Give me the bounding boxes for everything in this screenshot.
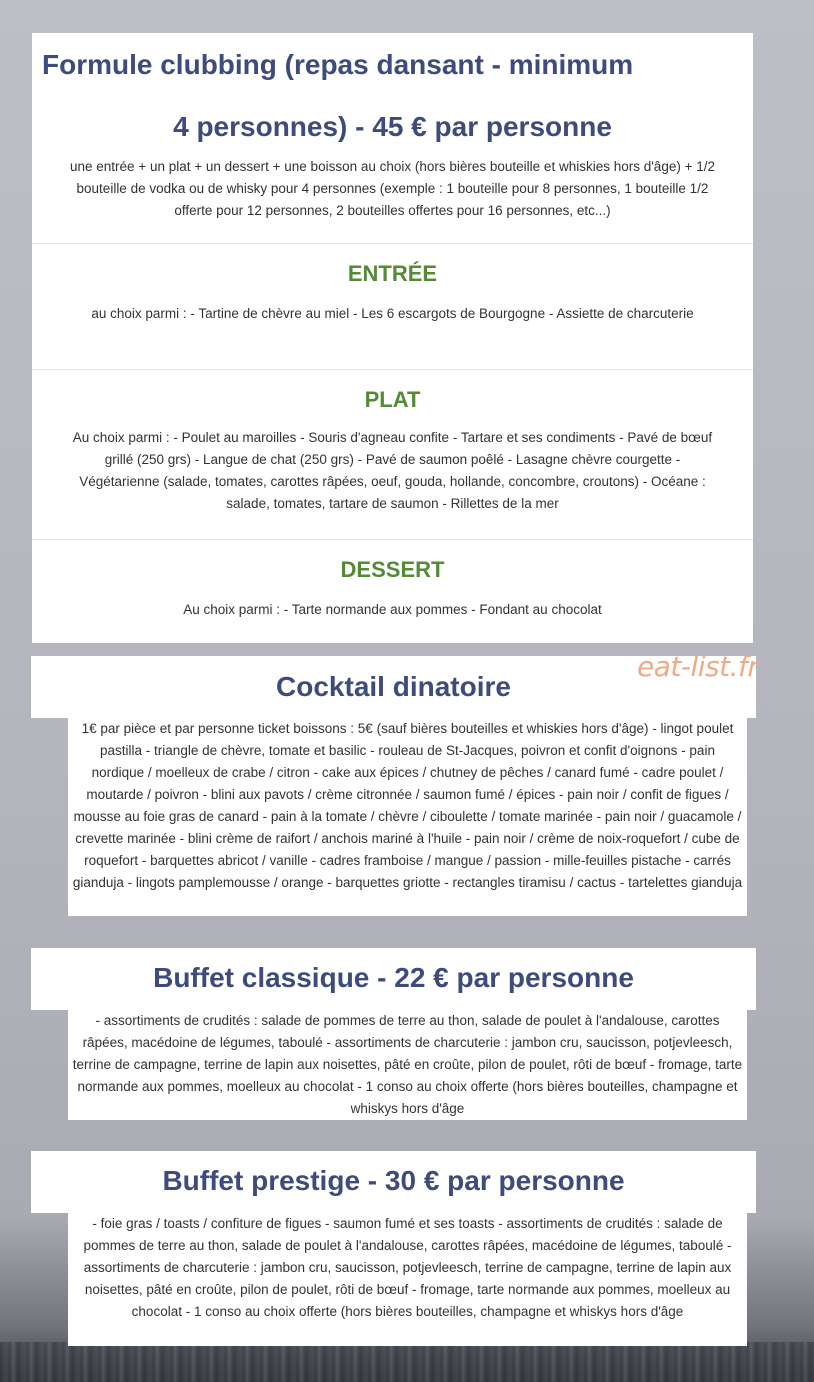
formule-title-line1: Formule clubbing (repas dansant - minimum — [42, 49, 634, 80]
buffet-prestige-title: Buffet prestige - 30 € par personne — [162, 1165, 625, 1196]
formule-intro-section — [32, 33, 753, 244]
dessert-title: DESSERT — [340, 557, 445, 582]
buffet-classique-title: Buffet classique - 22 € par personne — [153, 962, 634, 993]
entree-section — [32, 244, 753, 370]
buffet-classique-text: - assortiments de crudités : salade de pommes de terre au thon, salade de poulet à l'andalouse, carottes râpées, macédoine de légumes, taboulé - assortiments de charcuterie : jambon cru, saucisson, potjevleesch, terrine de campagne, terrine de lapin aux noisettes, pâté en croûte, pilon de poulet, rôti de bœuf - fromage, tarte normande aux pommes, moelleux au chocolat - 1 conso au choix offerte (hors bières bouteilles, champagne et whiskys hors d'âge — [68, 1010, 747, 1120]
formule-card — [32, 33, 753, 643]
background-equipment-strip — [0, 1342, 814, 1382]
dessert-text: Au choix parmi : - Tarte normande aux pommes - Fondant au chocolat — [183, 602, 602, 617]
entree-text: au choix parmi : - Tartine de chèvre au miel - Les 6 escargots de Bourgogne - Assiette de charcuterie — [91, 306, 694, 321]
plat-section — [32, 370, 753, 540]
buffet-prestige-title-band — [31, 1151, 756, 1213]
formule-description: une entrée + un plat + un dessert + une boisson au choix (hors bières bouteille et whiskies hors d'âge) + 1/2 bouteille de vodka ou de whisky pour 4 personnes (exemple : 1 bouteille pour 8 personnes, 1 bouteille 1/2 offerte pour 12 personnes, 2 bouteilles offertes pour 16 personnes, etc...) — [70, 159, 715, 218]
formule-title-line2: 4 personnes) - 45 € par personne — [173, 111, 612, 142]
dessert-section — [32, 540, 753, 621]
plat-text: Au choix parmi : - Poulet au maroilles - Souris d'agneau confite - Tartare et ses condiments - Pavé de bœuf grillé (250 grs) - Langue de chat (250 grs) - Pavé de saumon poêlé - Lasagne chèvre courgette - Végétarienne (salade, tomates, carottes râpées, oeuf, gouda, hollande, concombre, croutons) - Océane : salade, tomates, tartare de saumon - Rillettes de la mer — [72, 430, 713, 511]
watermark-text: eat-list.fr — [637, 650, 759, 683]
plat-title: PLAT — [364, 387, 421, 412]
cocktail-title: Cocktail dinatoire — [276, 671, 511, 702]
cocktail-text: 1€ par pièce et par personne ticket boissons : 5€ (sauf bières bouteilles et whiskies hors d'âge) - lingot poulet pastilla - triangle de chèvre, tomate et basilic - rouleau de St-Jacques, poivron et confit d'oignons - pain nordique / moelleux de crabe / citron - cake aux épices / chutney de pêches / canard fumé - cadre poulet / moutarde / poivron - blini aux pavots / crème citronnée / saumon fumé / épices - pain noir / confit de figues / mousse au foie gras de canard - pain à la tomate / chèvre / ciboulette / tomate marinée - pain noir / guacamole / crevette marinée - blini crème de raifort / anchois mariné à l'huile - pain noir / crème de noix-roquefort / cube de roquefort - barquettes abricot / vanille - cadres framboise / mangue / passion - mille-feuilles pistache - carrés gianduja - lingots pamplemousse / orange - barquettes griotte - rectangles tiramisu / cactus - tartelettes gianduja — [68, 718, 747, 916]
buffet-prestige-text: - foie gras / toasts / confiture de figues - saumon fumé et ses toasts - assortiments de crudités : salade de pommes de terre au thon, salade de poulet à l'andalouse, carottes râpées, macédoine de légumes, taboulé - assortiments de charcuterie : jambon cru, saucisson, potjevleesch, terrine de campagne, terrine de lapin aux noisettes, pâté en croûte, pilon de poulet, rôti de bœuf - fromage, tarte normande aux pommes, moelleux au chocolat - 1 conso au choix offerte (hors bières bouteilles, champagne et whiskys hors d'âge — [68, 1213, 747, 1346]
entree-title: ENTRÉE — [347, 261, 438, 286]
buffet-classique-title-band — [31, 948, 756, 1010]
